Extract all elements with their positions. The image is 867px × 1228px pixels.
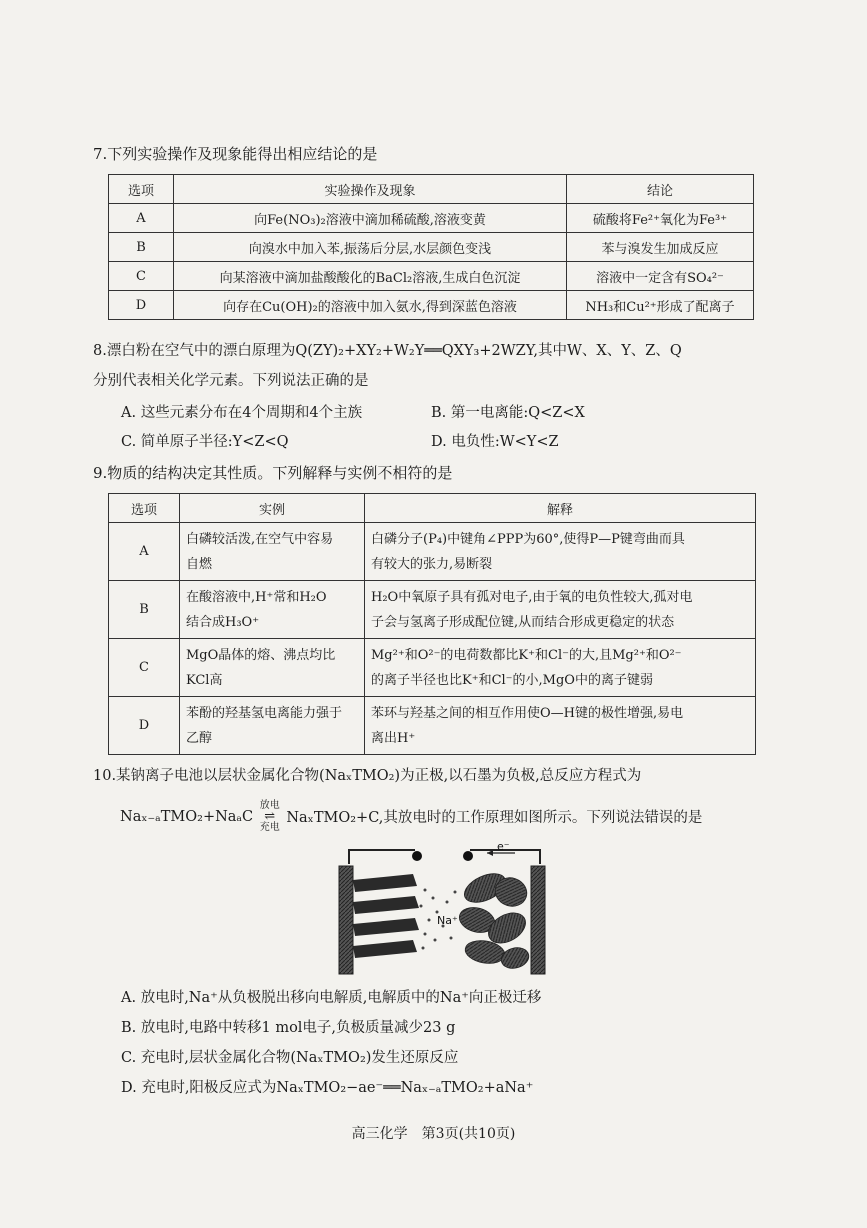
example-line: 白磷较活泼,在空气中容易 [186,531,334,547]
q7-title: 7.下列实验操作及现象能得出相应结论的是 [93,145,378,163]
table-row [109,639,756,697]
row-operation: 向存在Cu(OH)₂的溶液中加入氨水,得到深蓝色溶液 [174,291,567,320]
explanation-line: Mg²⁺和O²⁻的电荷数都比K⁺和Cl⁻的大,且Mg²⁺和O²⁻ [371,647,682,663]
table-row [109,204,754,233]
table-row [109,262,754,291]
row-explanation [365,697,756,755]
layered-compound-icon [353,874,419,958]
row-option: B [109,233,174,262]
negative-collector [531,866,545,974]
row-example [180,523,365,581]
example-line: KCl高 [186,672,223,688]
reversible-arrow-icon: ⇌ [264,809,276,824]
q9-title: 9.物质的结构决定其性质。下列解释与实例不相符的是 [93,464,453,482]
header-operation: 实验操作及现象 [174,175,567,204]
equation-left: Naₓ₋ₐTMO₂+NaₐC [120,808,254,825]
table-header-row [109,494,756,523]
example-line: 在酸溶液中,H⁺常和H₂O [186,589,327,605]
explanation-line: H₂O中氧原子具有孤对电子,由于氧的电负性较大,孤对电 [371,589,693,605]
q8-stem-line1: 8.漂白粉在空气中的漂白原理为Q(ZY)₂+XY₂+W₂Y══QXY₃+2WZY,其中W、X、Y、Z、Q [93,343,682,359]
header-conclusion: 结论 [567,175,754,204]
positive-collector [339,866,353,974]
header-explanation: 解释 [365,494,756,523]
header-option: 选项 [109,494,180,523]
table-row [109,291,754,320]
row-option: B [109,581,180,639]
terminal-right-icon [463,851,473,861]
row-option: C [109,262,174,291]
q9-table [108,493,756,755]
row-conclusion: 溶液中一定含有SO₄²⁻ [567,262,754,291]
q8-option-b: B. 第一电离能:Q<Z<X [431,405,585,421]
example-line: 自燃 [186,556,213,572]
table-row [109,233,754,262]
row-option: A [109,204,174,233]
row-operation: 向Fe(NO₃)₂溶液中滴加稀硫酸,溶液变黄 [174,204,567,233]
row-option: A [109,523,180,581]
row-option: C [109,639,180,697]
row-example [180,639,365,697]
example-line: 结合成H₃O⁺ [186,614,260,630]
equation-right: NaₓTMO₂+C,其放电时的工作原理如图所示。下列说法错误的是 [286,810,703,826]
q8-option-a: A. 这些元素分布在4个周期和4个主族 [121,405,363,421]
table-row [109,581,756,639]
q10-stem-line1: 10.某钠离子电池以层状金属化合物(NaₓTMO₂)为正极,以石墨为负极,总反应方程式为 [93,768,642,784]
row-operation: 向溴水中加入苯,振荡后分层,水层颜色变浅 [174,233,567,262]
explanation-line: 苯环与羟基之间的相互作用使O—H键的极性增强,易电 [371,705,684,721]
explanation-line: 离出H⁺ [371,730,416,746]
q8-option-c: C. 简单原子半径:Y<Z<Q [121,434,289,450]
equation-arrow [260,800,280,833]
arrow-label-discharge: 放电 [259,800,280,811]
row-operation: 向某溶液中滴加盐酸酸化的BaCl₂溶液,生成白色沉淀 [174,262,567,291]
graphite-anode-icon [457,868,532,971]
header-example: 实例 [180,494,365,523]
explanation-line: 有较大的张力,易断裂 [371,556,493,572]
battery-diagram [325,840,555,980]
explanation-line: 白磷分子(P₄)中键角∠PPP为60°,使得P—P键弯曲而具 [371,531,685,547]
q10-equation [120,800,702,840]
external-circuit-wire-left [349,850,415,864]
header-option: 选项 [109,175,174,204]
row-example [180,581,365,639]
q10-option-b: B. 放电时,电路中转移1 mol电子,负极质量减少23 g [121,1020,456,1036]
q7-table [108,174,754,320]
q10-option-a: A. 放电时,Na⁺从负极脱出移向电解质,电解质中的Na⁺向正极迁移 [121,990,542,1006]
row-option: D [109,291,174,320]
row-explanation [365,639,756,697]
arrow-label-charge: 充电 [259,822,280,833]
row-option: D [109,697,180,755]
q8-stem-line2: 分别代表相关化学元素。下列说法正确的是 [93,373,369,389]
sodium-ion-label: Na⁺ [437,914,458,927]
row-conclusion: 硫酸将Fe²⁺氧化为Fe³⁺ [567,204,754,233]
table-row [109,697,756,755]
row-example [180,697,365,755]
table-row [109,523,756,581]
row-conclusion: 苯与溴发生加成反应 [567,233,754,262]
example-line: 苯酚的羟基氢电离能力强于 [186,705,343,721]
example-line: 乙醇 [186,730,213,746]
row-explanation [365,523,756,581]
electron-label: e⁻ [497,840,510,853]
q8-option-d: D. 电负性:W<Y<Z [431,434,559,450]
q10-option-d: D. 充电时,阳极反应式为NaₓTMO₂−ae⁻══Naₓ₋ₐTMO₂+aNa⁺ [121,1080,534,1096]
example-line: MgO晶体的熔、沸点均比 [186,647,336,663]
terminal-left-icon [412,851,422,861]
page-footer: 高三化学 第3页(共10页) [351,1126,516,1142]
table-header-row [109,175,754,204]
row-explanation [365,581,756,639]
explanation-line: 的离子半径也比K⁺和Cl⁻的小,MgO中的离子键弱 [371,672,653,688]
row-conclusion: NH₃和Cu²⁺形成了配离子 [567,291,754,320]
explanation-line: 子会与氢离子形成配位键,从而结合形成更稳定的状态 [371,614,675,630]
q10-option-c: C. 充电时,层状金属化合物(NaₓTMO₂)发生还原反应 [121,1050,459,1066]
